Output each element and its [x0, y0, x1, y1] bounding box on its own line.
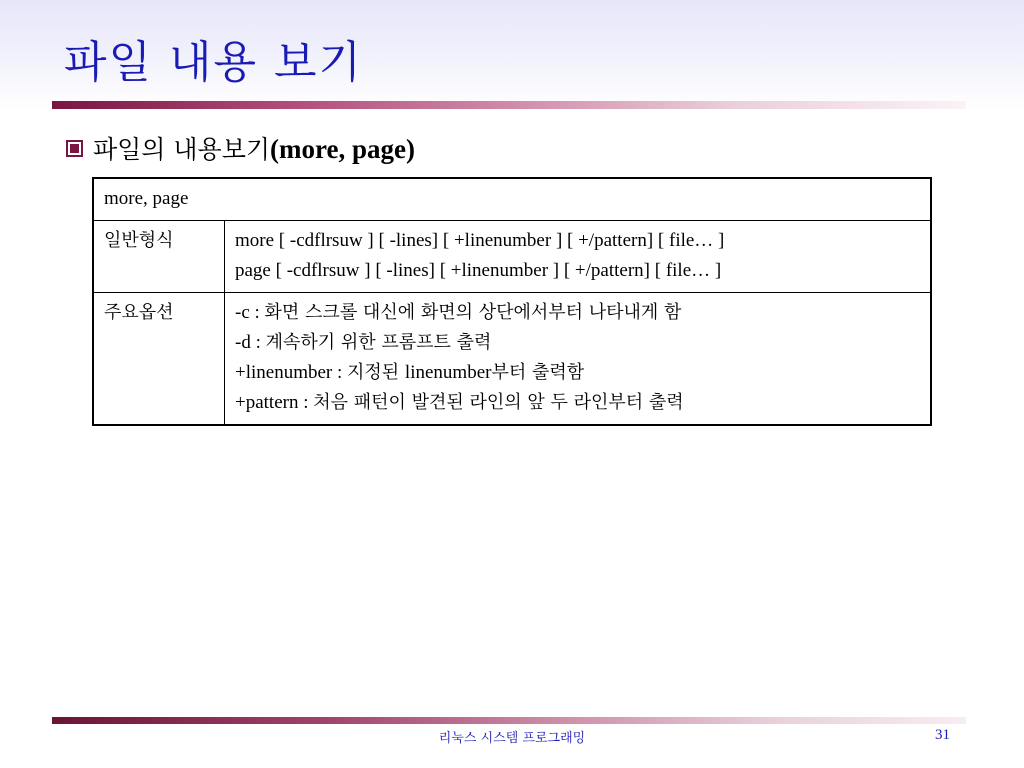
table-header-cell: more, page [93, 178, 931, 221]
bullet-text [93, 130, 415, 166]
option-description-tail: 부터 출력함 [491, 362, 585, 383]
footer-rule [52, 717, 966, 724]
bullet-korean-text: 파일의 내용보기 [93, 135, 270, 164]
table-header-row [93, 178, 931, 221]
option-line-c [235, 298, 920, 328]
option-description-latin: linenumber [404, 362, 492, 383]
option-line-d [235, 328, 920, 358]
bullet-latin-text: (more, page) [270, 134, 415, 164]
footer-page-number: 31 [935, 727, 950, 743]
title-underline-rule [52, 101, 966, 109]
options-label-cell: 주요옵션 [93, 293, 225, 426]
square-bullet-icon [66, 140, 83, 157]
table-row-syntax [93, 221, 931, 293]
option-flag: -c : [235, 302, 265, 323]
option-description: 화면 스크롤 대신에 화면의 상단에서부터 나타내게 함 [264, 302, 682, 323]
command-info-table [92, 177, 932, 426]
options-content-cell [225, 293, 932, 426]
syntax-content-cell [225, 221, 932, 293]
slide-title: 파일 내용 보기 [64, 37, 363, 88]
option-description: 지정된 [347, 362, 405, 383]
bullet-item [66, 130, 415, 166]
syntax-line-page: page [ -cdflrsuw ] [ -lines] [ +linenumber ] [ +/pattern] [ file… ] [235, 260, 722, 281]
option-description: 계속하기 위한 프롬프트 출력 [265, 332, 492, 353]
table-row-options [93, 293, 931, 426]
option-flag: -d : [235, 332, 266, 353]
option-flag: +linenumber : [235, 362, 348, 383]
syntax-line-more: more [ -cdflrsuw ] [ -lines] [ +linenumber ] [ +/pattern] [ file… ] [235, 230, 725, 251]
syntax-label-cell: 일반형식 [93, 221, 225, 293]
option-description: 처음 패턴이 발견된 라인의 앞 두 라인부터 출력 [313, 392, 684, 413]
option-line-linenumber [235, 358, 920, 388]
option-flag: +pattern : [235, 392, 314, 413]
footer-course-title: 리눅스 시스템 프로그래밍 [438, 731, 586, 746]
option-line-pattern [235, 388, 920, 418]
